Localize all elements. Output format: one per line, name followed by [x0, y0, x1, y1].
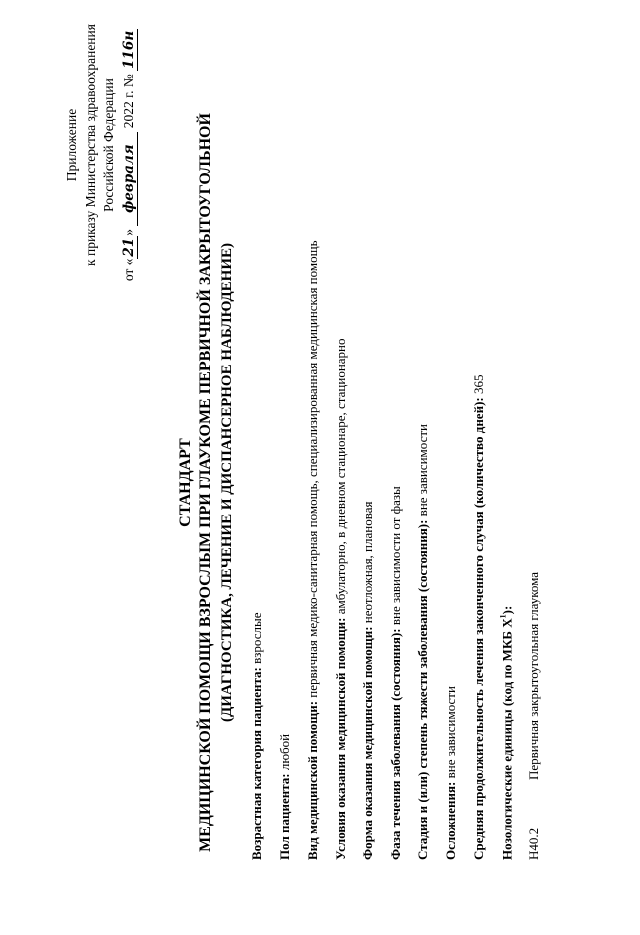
field-label: Фаза течения заболевания (состояния): — [388, 628, 403, 860]
field-value: неотложная, плановая — [360, 501, 375, 627]
date-quote: » — [121, 229, 136, 236]
date-year: 2022 г. № — [121, 74, 136, 129]
field-value: любой — [277, 733, 292, 774]
field-care-form — [361, 502, 374, 860]
field-label: Условия оказания медицинской помощи: — [333, 617, 348, 860]
appendix-date-line — [122, 0, 138, 365]
field-disease-phase — [389, 486, 402, 860]
field-care-type — [306, 240, 319, 860]
field-label: Стадия и (или) степень тяжести заболевания (состояния): — [415, 519, 430, 860]
footnote-marker: 1 — [499, 614, 508, 619]
icd-description: Первичная закрытоугольная глаукома — [526, 571, 541, 780]
date-month: февраля — [123, 132, 138, 226]
field-label: Нозологические единицы (код по МКБ X — [499, 618, 515, 860]
field-value: вне зависимости — [415, 424, 430, 520]
field-label: Осложнения: — [443, 781, 458, 860]
field-age-category — [250, 613, 263, 860]
field-patient-sex — [278, 734, 291, 860]
standard-subtitle: МЕДИЦИНСКОЙ ПОМОЩИ ВЗРОСЛЫМ ПРИ ГЛАУКОМЕ ПЕРВИЧНОЙ ЗАКРЫТОУГОЛЬНОЙ — [197, 113, 214, 852]
date-day: 21 — [121, 237, 137, 257]
field-value: амбулаторно, в дневном стационаре, стационарно — [333, 338, 348, 618]
standard-title: СТАНДАРТ — [177, 438, 194, 527]
field-treatment-duration — [472, 375, 485, 860]
field-care-conditions — [334, 338, 347, 860]
standard-scope: (ДИАГНОСТИКА, ЛЕЧЕНИЕ И ДИСПАНСЕРНОЕ НАБЛЮДЕНИЕ) — [219, 243, 235, 723]
field-nosological-units — [500, 606, 513, 860]
appendix-federation: Российской Федерации — [101, 78, 116, 212]
field-value: первичная медико-санитарная помощь, специализированная медицинская помощь — [305, 240, 320, 701]
field-label: Средняя продолжительность лечения законченного случая (количество дней): — [471, 397, 486, 860]
appendix-order-ref: к приказу Министерства здравоохранения — [83, 24, 98, 266]
icd-code: H40.2 — [526, 827, 541, 860]
field-label: Пол пациента: — [277, 773, 292, 860]
appendix-heading: Приложение — [64, 108, 79, 182]
field-complications — [444, 686, 457, 860]
field-value: вне зависимости от фазы — [388, 486, 403, 629]
field-label: Форма оказания медицинской помощи: — [360, 626, 375, 860]
field-disease-stage — [416, 424, 429, 860]
field-label: Возрастная категория пациента: — [249, 667, 264, 860]
field-label-end: ): — [499, 605, 515, 615]
field-label: Вид медицинской помощи: — [305, 700, 320, 860]
field-value: 365 — [471, 374, 486, 398]
order-number: 116н — [121, 30, 137, 69]
date-prefix: от « — [121, 258, 136, 282]
field-value: взрослые — [249, 612, 264, 668]
field-value: вне зависимости — [443, 686, 458, 782]
